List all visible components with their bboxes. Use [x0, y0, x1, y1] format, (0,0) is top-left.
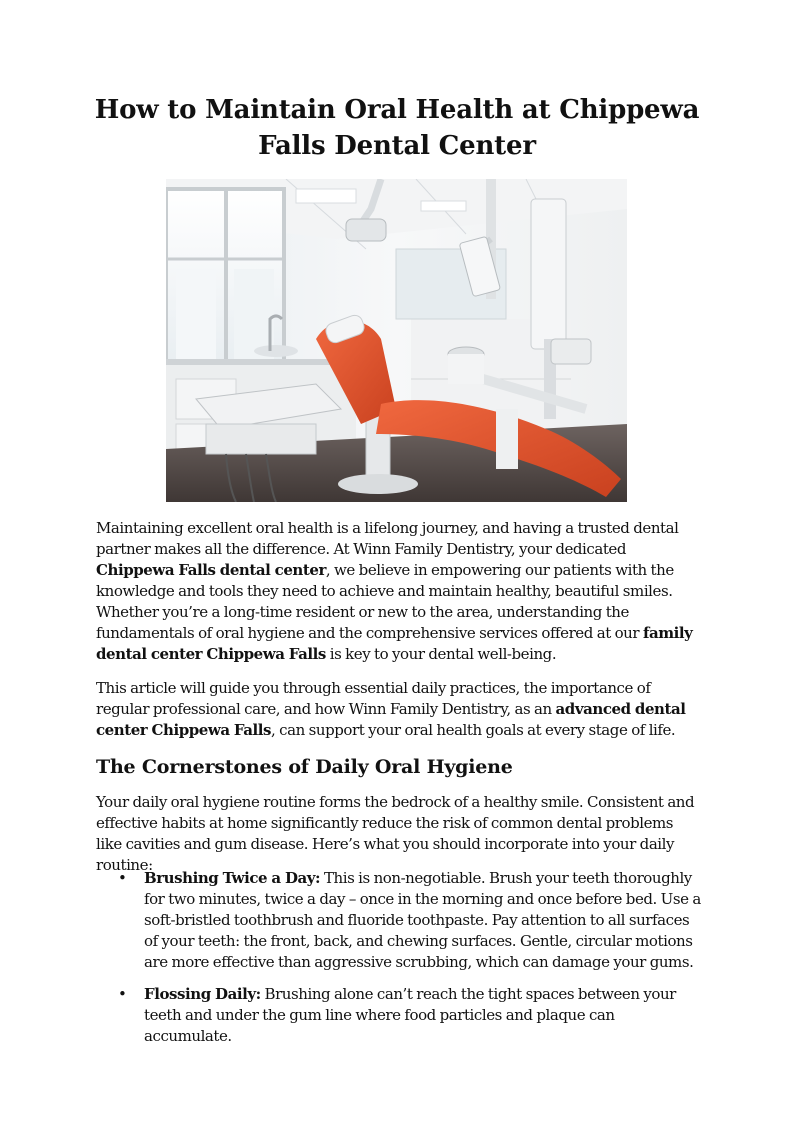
list-item-label: Brushing Twice a Day:: [144, 869, 321, 887]
hygiene-list: [96, 868, 701, 1058]
intro-bold-2: family dental center Chippewa Falls: [96, 624, 693, 663]
intro-text-3: is key to your dental well-being.: [325, 645, 557, 663]
guide-bold-1: advanced dental center Chippewa Falls: [96, 700, 686, 739]
bullet-marker: •: [118, 985, 127, 1003]
intro-bold-1: Chippewa Falls dental center: [96, 561, 326, 579]
list-item-text: This is non-negotiable. Brush your teeth thoroughly for two minutes, twice a day – once in the morning and once before bed. Use a soft-bristled toothbrush and fluoride toothpaste. Pay attention to all surfaces of your teeth: the front, back, and chewing surfaces. Gentle, circular motions are more effective than aggressive scrubbing, which can damage your gums.: [144, 869, 701, 971]
list-item-label: Flossing Daily:: [144, 985, 261, 1003]
intro-text-2: , we believe in empowering our patients with the knowledge and tools they need to achieve and maintain healthy, beautiful smiles. Whether you’re a long-time resident or new to the area, understanding the fundamentals of oral hygiene and the comprehensive services offered at our: [96, 561, 674, 642]
guide-paragraph: [96, 678, 701, 741]
dental-office-image: [166, 179, 627, 502]
bullet-marker: •: [118, 869, 127, 887]
list-item: [96, 868, 701, 973]
article-title: How to Maintain Oral Health at Chippewa Falls Dental Center: [94, 95, 700, 161]
list-item: [96, 984, 701, 1047]
section-heading: The Cornerstones of Daily Oral Hygiene: [96, 756, 513, 778]
guide-text-1: This article will guide you through essential daily practices, the importance of regular professional care, and how Winn Family Dentistry, as an: [96, 679, 651, 718]
guide-text-2: , can support your oral health goals at every stage of life.: [271, 721, 676, 739]
intro-text-1: Maintaining excellent oral health is a lifelong journey, and having a trusted dental partner makes all the difference. At Winn Family Dentistry, your dedicated: [96, 519, 679, 558]
section-intro-paragraph: Your daily oral hygiene routine forms the bedrock of a healthy smile. Consistent and effective habits at home significantly reduce the risk of common dental problems like cavities and gum disease. Here’s what you should incorporate into your daily routine:: [96, 793, 695, 874]
list-item-text: Brushing alone can’t reach the tight spaces between your teeth and under the gum line where food particles and plaque can accumulate.: [144, 985, 676, 1045]
intro-paragraph: [96, 518, 701, 665]
